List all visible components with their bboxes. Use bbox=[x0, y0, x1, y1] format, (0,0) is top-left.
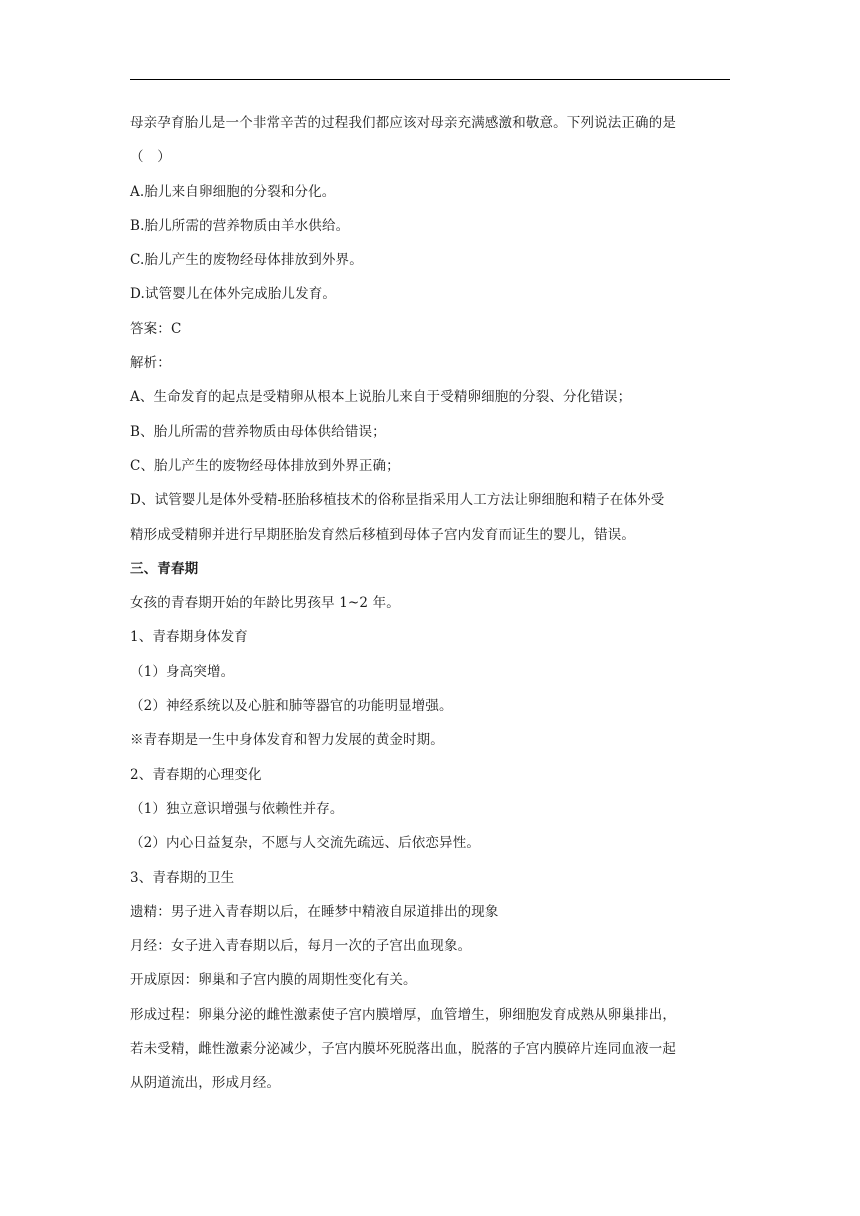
golden-period-note: ※青春期是一生中身体发育和智力发展的黄金时期。 bbox=[130, 732, 444, 749]
definition-emission: 遗精：男子进入青春期以后，在睡梦中精液自尿道排出的现象 bbox=[130, 903, 499, 920]
subheading-body-development: 1、青春期身体发育 bbox=[130, 629, 248, 646]
analysis-c: C、胎儿产生的废物经母体排放到外界正确； bbox=[130, 457, 400, 474]
subheading-hygiene: 3、青春期的卫生 bbox=[130, 869, 235, 886]
menstruation-cause: 开成原因：卵巢和子宫内膜的周期性变化有关。 bbox=[130, 972, 417, 989]
header-rule bbox=[130, 79, 730, 80]
puberty-intro: 女孩的青春期开始的年龄比男孩早 1~2 年。 bbox=[130, 595, 400, 612]
document-body bbox=[130, 106, 730, 1101]
menstruation-process-3: 从阴道流出，形成月经。 bbox=[130, 1075, 281, 1092]
answer-line: 答案：C bbox=[130, 320, 182, 337]
option-a: A.胎儿来自卵细胞的分裂和分化。 bbox=[130, 183, 336, 200]
analysis-d-continued: 精形成受精卵并进行早期胚胎发育然后移植到母体子宫内发育而证生的婴儿，错误。 bbox=[130, 526, 636, 543]
analysis-heading: 解析： bbox=[130, 355, 171, 372]
question-stem: 母亲孕育胎儿是一个非常辛苦的过程我们都应该对母亲充满感激和敬意。下列说法正确的是 bbox=[130, 115, 676, 131]
option-d: D.试管婴儿在体外完成胎儿发育。 bbox=[130, 286, 337, 303]
subheading-psychological-changes: 2、青春期的心理变化 bbox=[130, 766, 262, 783]
section-heading-puberty: 三、青春期 bbox=[130, 560, 199, 577]
analysis-d: D、试管婴儿是体外受精-胚胎移植技术的俗称昰指采用人工方法让卵细胞和精子在体外受 bbox=[130, 492, 665, 509]
menstruation-process-1: 形成过程：卵巢分泌的雌性激素使子宫内膜增厚，血管增生，卵细胞发育成熟从卵巢排出， bbox=[130, 1006, 676, 1023]
analysis-a: A、生命发育的起点是受精卵从根本上说胎儿来自于受精卵细胞的分裂、分化错误； bbox=[130, 389, 632, 406]
definition-menstruation: 月经：女子进入青春期以后，每月一次的子宫出血现象。 bbox=[130, 938, 472, 955]
option-c: C.胎儿产生的废物经母体排放到外界。 bbox=[130, 252, 363, 269]
body-development-item-1: （1）身高突增。 bbox=[130, 663, 235, 680]
psychological-item-1: （1）独立意识增强与依赖性并存。 bbox=[130, 800, 344, 817]
menstruation-process-2: 若未受精，雌性激素分泌减少，子宫内膜坏死脱落出血，脱落的子宫内膜碎片连同血液一起 bbox=[130, 1041, 676, 1058]
analysis-b: B、胎儿所需的营养物质由母体供给错误； bbox=[130, 423, 386, 440]
option-b: B.胎儿所需的营养物质由羊水供给。 bbox=[130, 217, 350, 234]
psychological-item-2: （2）内心日益复杂，不愿与人交流先疏远、后依恋异性。 bbox=[130, 835, 480, 852]
answer-blank: （ ） bbox=[130, 149, 171, 166]
body-development-item-2: （2）神经系统以及心脏和肺等器官的功能明显增强。 bbox=[130, 698, 453, 715]
